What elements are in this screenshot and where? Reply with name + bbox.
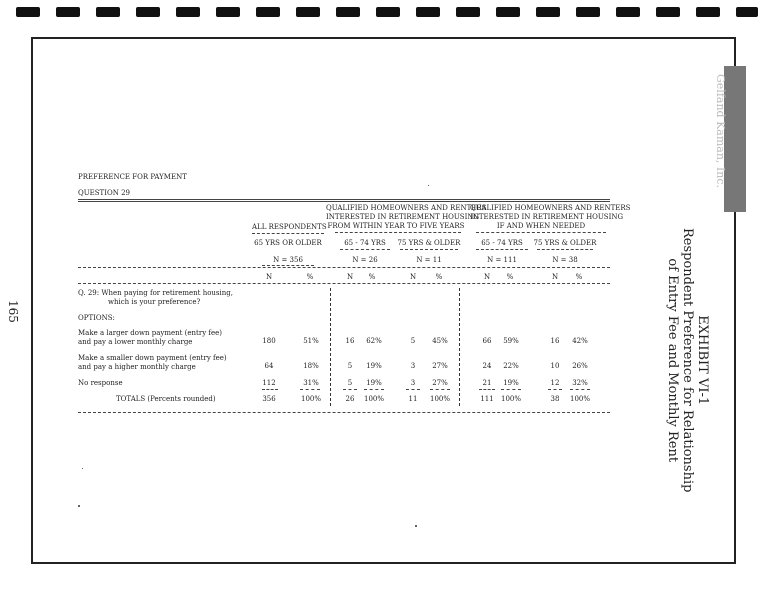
cell-value: 5 xyxy=(410,337,416,345)
group-ifneeded-line2: INTERESTED IN RETIREMENT HOUSING xyxy=(470,213,624,221)
subgroup-ifneeded-75: 75 YRS & OLDER xyxy=(533,239,597,247)
cell-value: 16 xyxy=(550,337,560,345)
subgroup-underline xyxy=(537,249,593,250)
cell-value: 27% xyxy=(432,379,448,387)
exhibit-title-line1: Respondent Preference for Relationship xyxy=(680,228,695,493)
cell-value: 38 xyxy=(550,395,560,403)
group-within5-line1: QUALIFIED HOMEOWNERS AND RENTERS xyxy=(326,204,487,212)
page-number: 165 xyxy=(6,300,20,323)
row-label-line2: and pay a higher monthly charge xyxy=(78,363,196,371)
options-label: OPTIONS: xyxy=(78,314,115,322)
punch-mark xyxy=(16,7,40,17)
cell-value: 21 xyxy=(482,379,492,387)
punch-mark xyxy=(456,7,480,17)
col-head-pct: % xyxy=(368,273,376,281)
punch-mark xyxy=(656,7,680,17)
cell-value: 111 xyxy=(480,395,494,403)
cell-value: 10 xyxy=(550,362,560,370)
col-head-pct: % xyxy=(506,273,514,281)
group-underline xyxy=(252,233,324,234)
cell-value: 100% xyxy=(569,395,590,403)
punch-mark xyxy=(56,7,80,17)
punch-mark xyxy=(576,7,600,17)
group-all-respondents: ALL RESPONDENTS xyxy=(252,223,327,231)
group-underline xyxy=(335,232,461,233)
logo-text: Gelfand Kaman, Inc. xyxy=(714,74,727,188)
group-within5-line3: FROM WITHIN YEAR TO FIVE YEARS xyxy=(327,222,465,230)
cell-value: 11 xyxy=(408,395,418,403)
col-head-n: N xyxy=(265,273,273,281)
row-label-line2: and pay a lower monthly charge xyxy=(78,338,193,346)
section-divider xyxy=(78,283,610,284)
col-head-pct: % xyxy=(306,273,314,281)
subgroup-ifneeded-6574: 65 - 74 YRS xyxy=(481,239,523,247)
sum-rule xyxy=(364,389,384,390)
cell-value: 3 xyxy=(410,379,416,387)
punch-mark xyxy=(616,7,640,17)
scan-speck xyxy=(78,505,80,507)
cell-value: 100% xyxy=(300,395,321,403)
cell-value: 5 xyxy=(347,379,353,387)
exhibit-title-block xyxy=(665,228,710,492)
sum-rule xyxy=(430,389,450,390)
table-bottom-rule xyxy=(78,412,610,413)
row-label-line1: Make a smaller down payment (entry fee) xyxy=(78,354,227,362)
cell-value: 51% xyxy=(303,337,319,345)
punch-mark xyxy=(176,7,200,17)
n-ifneeded-6574: N = 111 xyxy=(487,256,517,264)
cell-value: 45% xyxy=(432,337,448,345)
sum-rule xyxy=(262,389,278,390)
group-ifneeded-line1: QUALIFIED HOMEOWNERS AND RENTERS xyxy=(470,204,631,212)
cell-value: 64 xyxy=(264,362,274,370)
cell-value: 16 xyxy=(345,337,355,345)
group-within5-line2: INTERESTED IN RETIREMENT HOUSING xyxy=(326,213,480,221)
cell-value: 18% xyxy=(303,362,319,370)
cell-value: 19% xyxy=(366,362,382,370)
cell-value: 24 xyxy=(482,362,492,370)
cell-value: 3 xyxy=(410,362,416,370)
cell-value: 19% xyxy=(366,379,382,387)
row-label-line1: Make a larger down payment (entry fee) xyxy=(78,329,222,337)
scan-speck xyxy=(415,525,417,527)
cell-value: 27% xyxy=(432,362,448,370)
row-label-line1: No response xyxy=(78,379,123,387)
company-logo xyxy=(724,66,746,212)
punch-mark xyxy=(296,7,320,17)
cell-value: 59% xyxy=(503,337,519,345)
cell-value: 31% xyxy=(303,379,319,387)
totals-label: TOTALS (Percents rounded) xyxy=(116,395,216,403)
question-label: QUESTION 29 xyxy=(78,189,130,197)
scan-speck xyxy=(428,185,429,186)
punch-mark xyxy=(696,7,720,17)
cell-value: 356 xyxy=(262,395,276,403)
subgroup-underline xyxy=(476,249,528,250)
cell-value: 26% xyxy=(572,362,588,370)
cell-value: 112 xyxy=(262,379,276,387)
cell-value: 66 xyxy=(482,337,492,345)
cell-value: 42% xyxy=(572,337,588,345)
cell-value: 12 xyxy=(550,379,560,387)
sum-rule xyxy=(501,389,521,390)
punch-mark xyxy=(536,7,560,17)
cell-value: 22% xyxy=(503,362,519,370)
cell-value: 19% xyxy=(503,379,519,387)
punch-mark xyxy=(496,7,520,17)
cell-value: 32% xyxy=(572,379,588,387)
sum-rule xyxy=(300,389,320,390)
punch-mark xyxy=(376,7,400,17)
col-head-n: N xyxy=(346,273,354,281)
col-head-pct: % xyxy=(575,273,583,281)
punch-mark xyxy=(136,7,160,17)
scan-speck xyxy=(82,468,83,469)
cell-value: 100% xyxy=(429,395,450,403)
sum-rule xyxy=(479,389,495,390)
sum-rule xyxy=(343,389,357,390)
exhibit-number: EXHIBIT VI-1 xyxy=(695,315,710,406)
header-rule xyxy=(78,199,610,202)
group-underline xyxy=(476,232,606,233)
question-text-line1: Q. 29: When paying for retirement housing, xyxy=(78,289,233,297)
punch-mark xyxy=(96,7,120,17)
sum-rule xyxy=(570,389,590,390)
group-ifneeded-line3: IF AND WHEN NEEDED xyxy=(496,222,586,230)
question-text-line2: which is your preference? xyxy=(108,298,201,306)
n-underline xyxy=(262,265,314,266)
punch-mark xyxy=(416,7,440,17)
cell-value: 26 xyxy=(345,395,355,403)
subgroup-all: 65 YRS OR OLDER xyxy=(254,239,322,247)
col-head-n: N xyxy=(409,273,417,281)
n-ifneeded-75: N = 38 xyxy=(552,256,578,264)
n-within5-75: N = 11 xyxy=(416,256,442,264)
column-separator xyxy=(330,288,331,406)
n-within5-6574: N = 26 xyxy=(352,256,378,264)
subgroup-underline xyxy=(400,249,458,250)
n-all: N = 356 xyxy=(273,256,303,264)
cell-value: 100% xyxy=(500,395,521,403)
sum-rule xyxy=(406,389,420,390)
cell-value: 5 xyxy=(347,362,353,370)
subgroup-underline xyxy=(340,249,390,250)
exhibit-title-line2: of Entry Fee and Monthly Rent xyxy=(665,258,680,463)
punch-mark xyxy=(216,7,240,17)
section-title: PREFERENCE FOR PAYMENT xyxy=(78,173,187,181)
col-head-n: N xyxy=(483,273,491,281)
subgroup-within5-75: 75 YRS & OLDER xyxy=(397,239,461,247)
sum-rule xyxy=(548,389,562,390)
punch-mark xyxy=(256,7,280,17)
section-divider xyxy=(78,267,610,268)
cell-value: 100% xyxy=(363,395,384,403)
punch-mark xyxy=(736,7,758,17)
column-separator xyxy=(459,288,460,406)
subgroup-within5-6574: 65 - 74 YRS xyxy=(344,239,386,247)
col-head-pct: % xyxy=(435,273,443,281)
cell-value: 180 xyxy=(262,337,276,345)
cell-value: 62% xyxy=(366,337,382,345)
punch-mark xyxy=(336,7,360,17)
col-head-n: N xyxy=(551,273,559,281)
